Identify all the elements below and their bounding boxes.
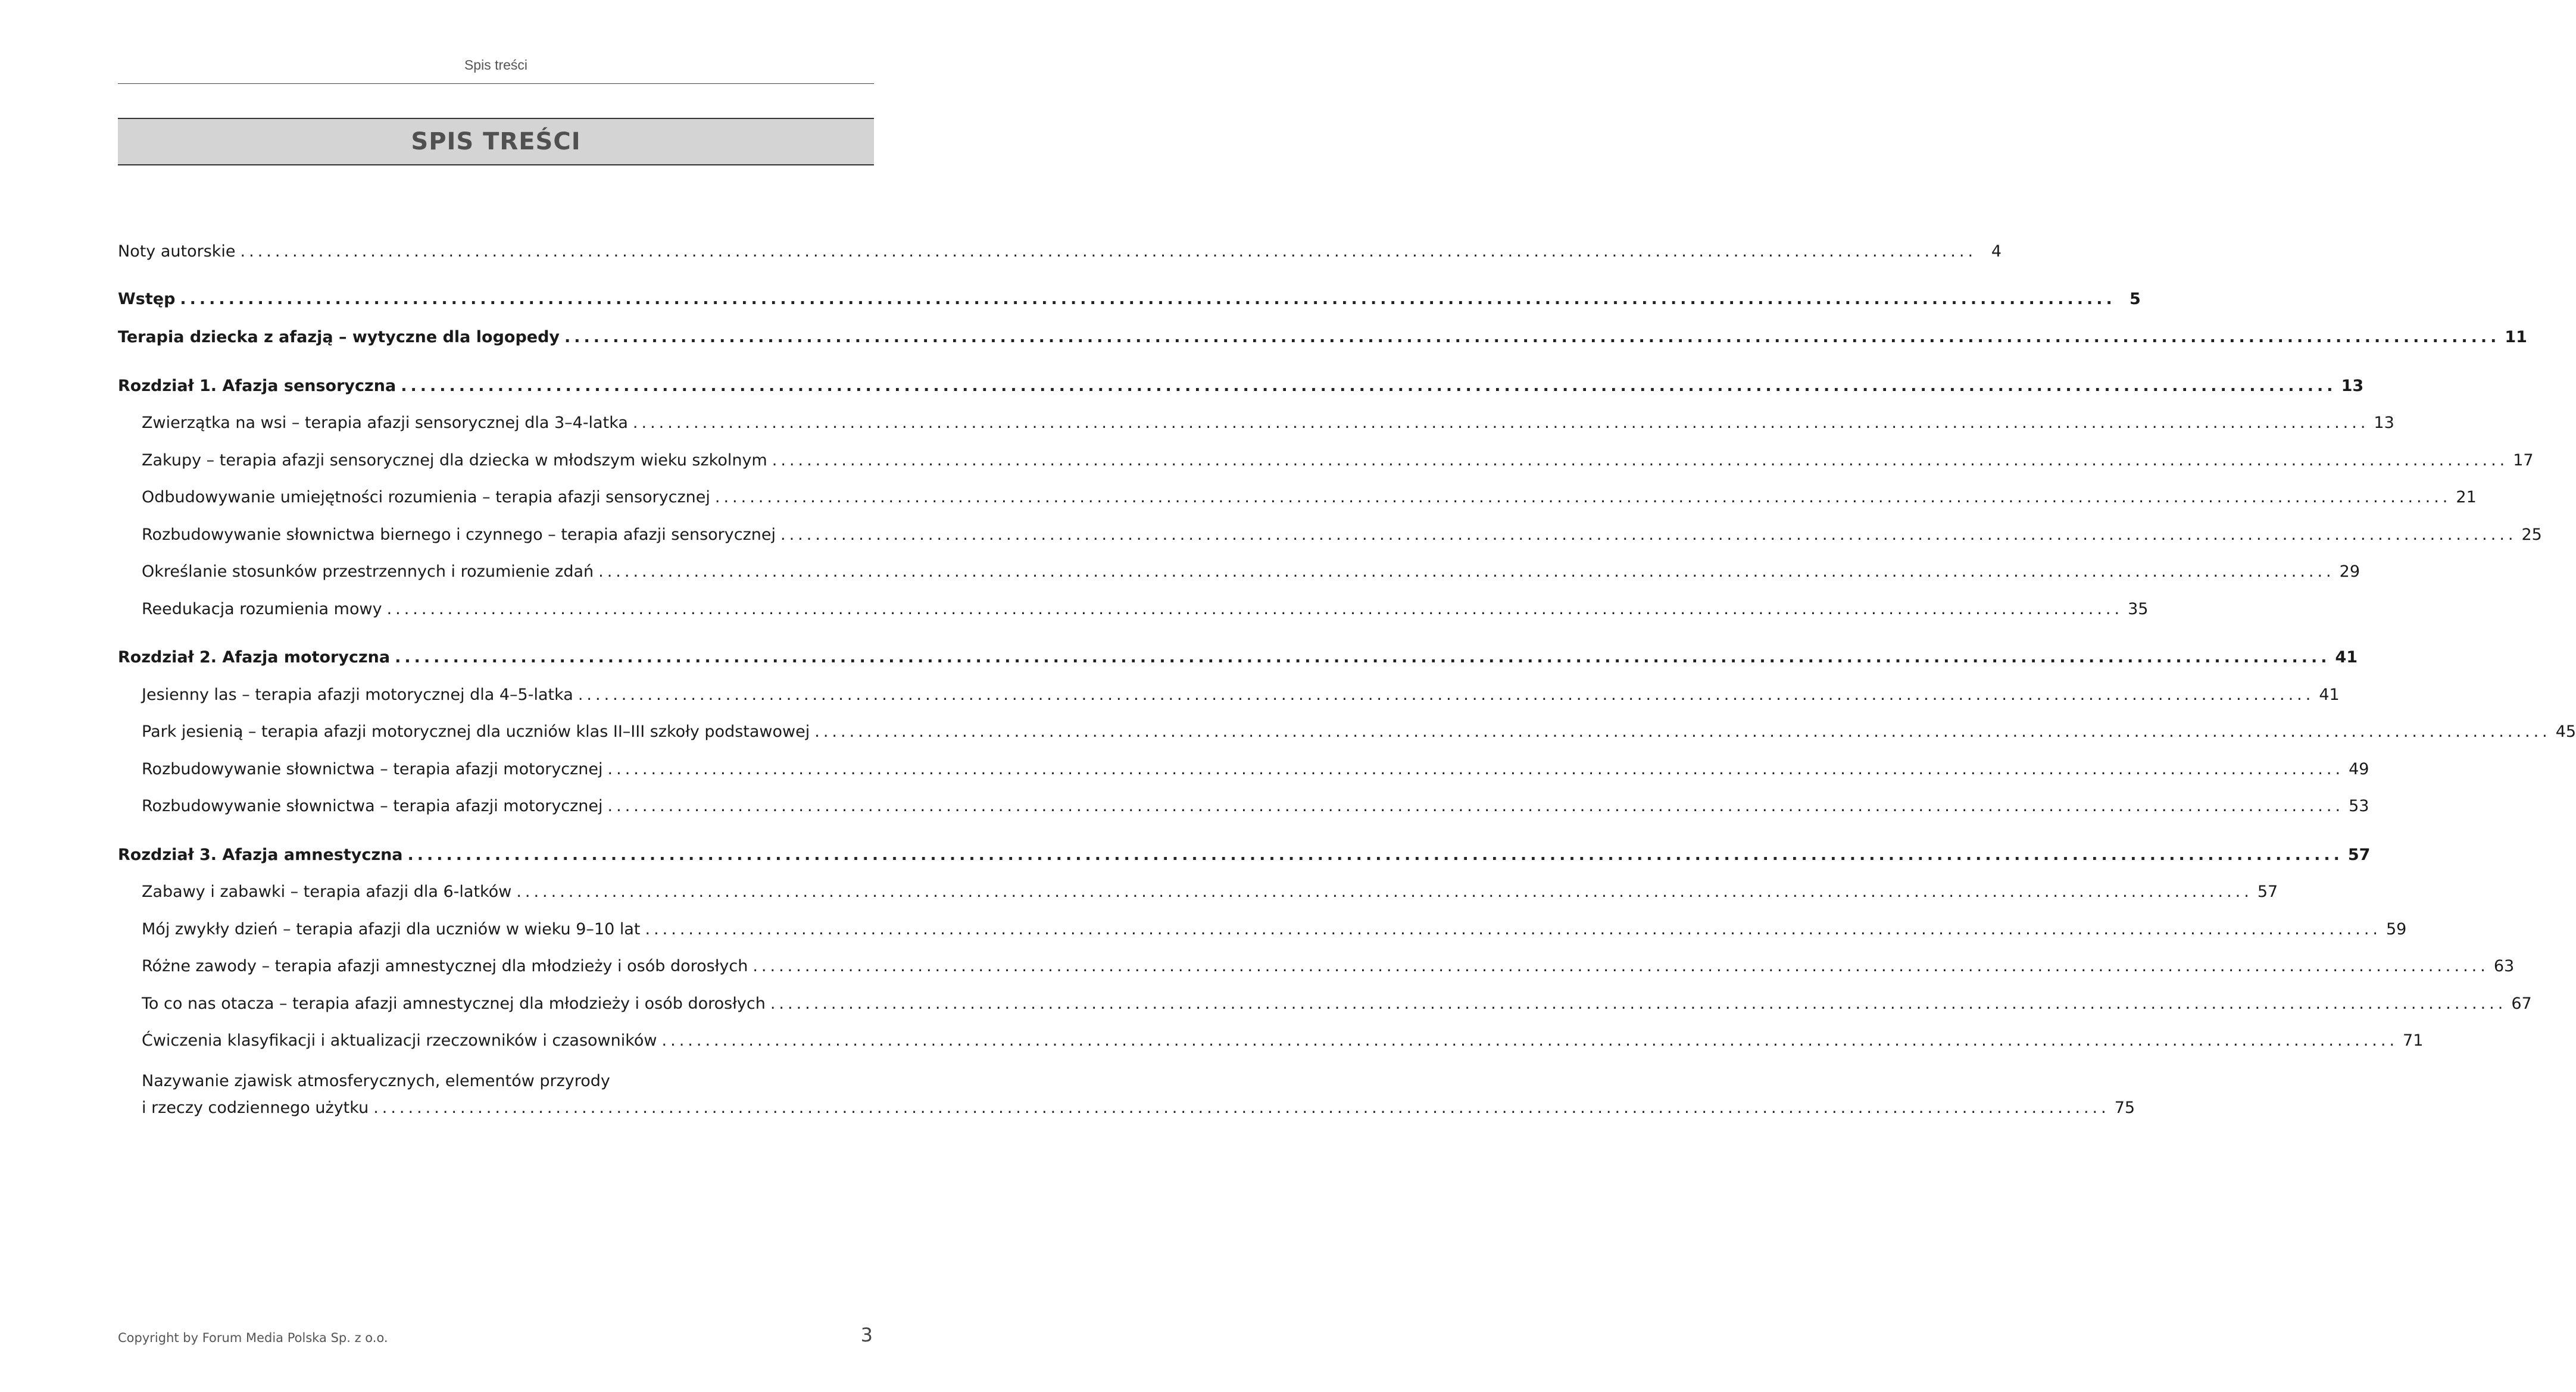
dot-leader: ........................................................................................................................................................................................................ (645, 920, 2381, 939)
toc-entry-page: 49 (2349, 760, 2369, 778)
toc-entry[interactable] (142, 916, 2407, 943)
dot-leader: ........................................................................................................................................................................................................ (180, 290, 2116, 308)
toc-entry[interactable] (142, 719, 2576, 745)
toc-entry-page: 75 (2114, 1099, 2135, 1117)
dot-leader: ........................................................................................................................................................................................................ (577, 686, 2315, 704)
toc-entry-page: 41 (2335, 648, 2358, 667)
dot-leader: ........................................................................................................................................................................................................ (407, 846, 2343, 864)
toc-entry-page: 21 (2456, 488, 2477, 506)
toc-entry-page: 53 (2349, 797, 2369, 815)
toc-entry[interactable] (142, 448, 2534, 474)
toc-entry[interactable] (142, 559, 2360, 585)
toc-entry[interactable] (142, 522, 2542, 548)
dot-leader: ........................................................................................................................................................................................................ (607, 760, 2344, 778)
toc-entry-page: 5 (2129, 290, 2141, 308)
toc-entry[interactable] (118, 645, 2358, 671)
toc-entry-title: Mój zwykły dzień – terapia afazji dla uczniów w wieku 9–10 lat (142, 920, 641, 939)
toc-entry-page: 11 (2505, 328, 2527, 346)
toc-entry-page: 71 (2403, 1031, 2424, 1050)
toc-entry-title: Rozbudowywanie słownictwa – terapia afazji motorycznej (142, 797, 603, 815)
footer-copyright: Copyright by Forum Media Polska Sp. z o.o. (118, 1331, 388, 1345)
dot-leader: ........................................................................................................................................................................................................ (770, 994, 2507, 1013)
title-banner (118, 118, 874, 165)
toc-entry-page: 13 (2374, 414, 2394, 432)
toc-entry-page: 45 (2555, 722, 2576, 741)
toc-entry-title: Jesienny las – terapia afazji motorycznej dla 4–5-latka (142, 686, 573, 704)
toc-entry-title: Park jesienią – terapia afazji motorycznej dla uczniów klas II–III szkoły podstawowej (142, 722, 810, 741)
toc-entry-page: 41 (2319, 686, 2340, 704)
toc-entry-page: 17 (2513, 451, 2534, 470)
toc-entry[interactable] (118, 286, 2141, 312)
page-title: SPIS TREŚCI (411, 128, 581, 155)
toc-entry-page: 29 (2339, 562, 2360, 581)
toc-entry-title: Zabawy i zabawki – terapia afazji dla 6-latków (142, 883, 512, 901)
toc-entry-title: Reedukacja rozumienia mowy (142, 600, 382, 618)
toc-entry-title: Rozdział 3. Afazja amnestyczna (118, 846, 403, 864)
toc-entry-title: Rozdział 1. Afazja sensoryczna (118, 377, 396, 395)
toc-entry-title: Rozdział 2. Afazja motoryczna (118, 648, 391, 667)
toc-entry-title: Zakupy – terapia afazji sensorycznej dla dziecka w młodszym wieku szkolnym (142, 451, 767, 470)
toc-entry-title: Rozbudowywanie słownictwa biernego i czynnego – terapia afazji sensorycznej (142, 525, 776, 544)
toc-entry-title: Terapia dziecka z afazją – wytyczne dla logopedy (118, 328, 560, 346)
toc-entry[interactable] (142, 1095, 2135, 1121)
toc-entry-title: Ćwiczenia klasyfikacji i aktualizacji rzeczowników i czasowników (142, 1031, 657, 1050)
toc-entry-title: Wstęp (118, 290, 176, 308)
toc-entry[interactable] (118, 373, 2364, 399)
toc-entry-page: 63 (2493, 957, 2515, 975)
toc-entry-page: 57 (2347, 846, 2371, 864)
dot-leader: ........................................................................................................................................................................................................ (395, 648, 2331, 667)
dot-leader: ........................................................................................................................................................................................................ (516, 883, 2253, 901)
dot-leader: ........................................................................................................................................................................................................ (598, 562, 2335, 581)
toc-entry-title: To co nas otacza – terapia afazji amnestycznej dla młodzieży i osób dorosłych (142, 994, 766, 1013)
dot-leader: ........................................................................................................................................................................................................ (780, 525, 2517, 544)
toc-entry[interactable] (142, 756, 2369, 783)
toc-entry-title: Określanie stosunków przestrzennych i rozumienie zdań (142, 562, 594, 581)
toc-entry-title: Noty autorskie (118, 242, 236, 261)
toc-entry-page: 25 (2521, 525, 2542, 544)
toc-entry-page: 67 (2511, 994, 2532, 1013)
dot-leader: ........................................................................................................................................................................................................ (772, 451, 2509, 470)
dot-leader: ........................................................................................................................................................................................................ (373, 1099, 2110, 1117)
toc-entry-title-line2: i rzeczy codziennego użytku (142, 1099, 369, 1117)
dot-leader: ........................................................................................................................................................................................................ (240, 242, 1977, 261)
toc-entry-page: 4 (1991, 242, 2002, 261)
toc-entry[interactable] (142, 410, 2394, 436)
toc-entry-page: 35 (2128, 600, 2149, 618)
toc-entry[interactable] (118, 324, 2527, 351)
toc-entry-title: Zwierzątka na wsi – terapia afazji sensorycznej dla 3–4-latka (142, 414, 628, 432)
toc-entry-title: Odbudowywanie umiejętności rozumienia – terapia afazji sensorycznej (142, 488, 710, 506)
toc-entry-title: Różne zawody – terapia afazji amnestycznej dla młodzieży i osób dorosłych (142, 957, 748, 975)
page-number: 3 (860, 1324, 873, 1346)
toc-entry-title-line1[interactable]: Nazywanie zjawisk atmosferycznych, elementów przyrody (142, 1072, 610, 1090)
dot-leader: ........................................................................................................................................................................................................ (661, 1031, 2399, 1050)
dot-leader: ........................................................................................................................................................................................................ (814, 722, 2551, 741)
dot-leader: ........................................................................................................................................................................................................ (632, 414, 2369, 432)
toc-entry-page: 57 (2257, 883, 2278, 901)
toc-entry[interactable] (118, 842, 2371, 868)
header-divider (118, 83, 874, 84)
dot-leader: ........................................................................................................................................................................................................ (714, 488, 2452, 506)
running-header: Spis treści (464, 57, 528, 73)
dot-leader: ........................................................................................................................................................................................................ (386, 600, 2124, 618)
toc-entry-title: Rozbudowywanie słownictwa – terapia afazji motorycznej (142, 760, 603, 778)
toc-entry[interactable] (142, 682, 2340, 708)
toc-entry-page: 13 (2341, 377, 2364, 395)
toc-entry[interactable] (142, 596, 2149, 623)
dot-leader: ........................................................................................................................................................................................................ (752, 957, 2489, 975)
dot-leader: ........................................................................................................................................................................................................ (607, 797, 2344, 815)
toc-entry[interactable] (142, 953, 2515, 980)
toc-entry[interactable] (142, 793, 2369, 819)
toc-entry[interactable] (142, 1028, 2424, 1054)
dot-leader: ........................................................................................................................................................................................................ (401, 377, 2337, 395)
toc-entry-page: 59 (2386, 920, 2407, 939)
toc-entry[interactable] (142, 879, 2278, 905)
toc-entry[interactable] (142, 991, 2532, 1017)
toc-entry[interactable] (118, 239, 2002, 265)
toc-entry[interactable] (142, 484, 2477, 511)
dot-leader: ........................................................................................................................................................................................................ (564, 328, 2500, 346)
